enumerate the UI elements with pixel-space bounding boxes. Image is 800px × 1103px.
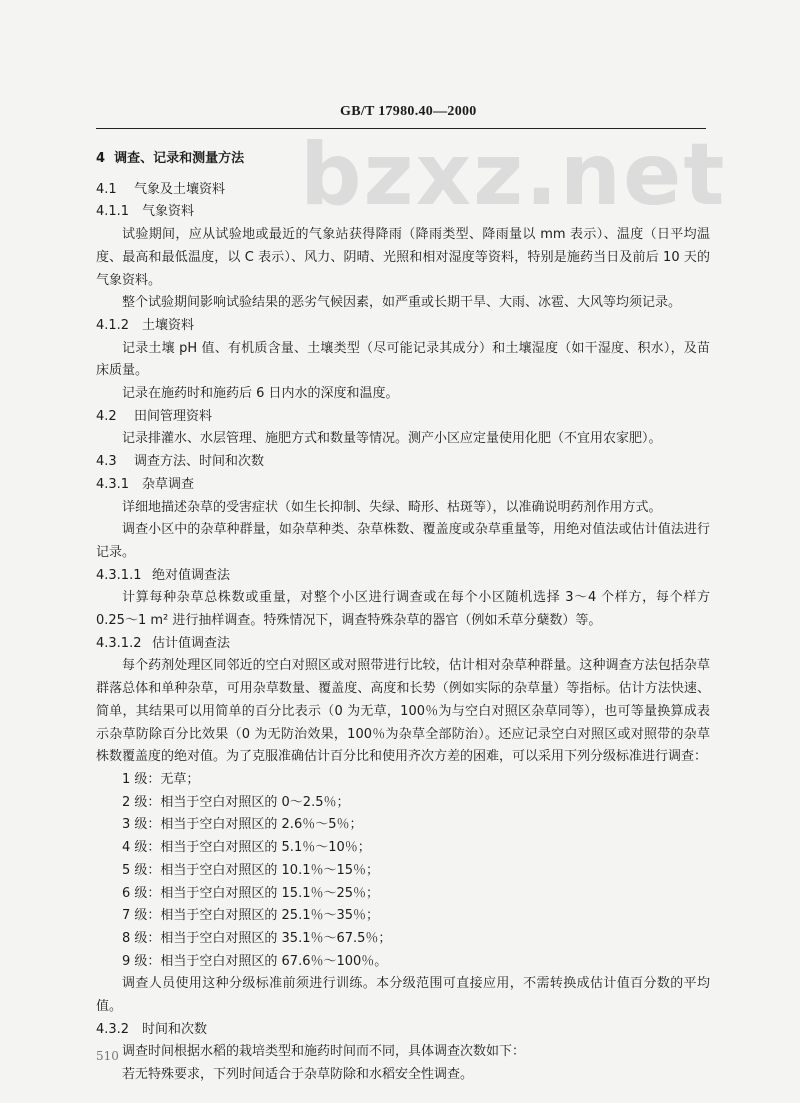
- grade-level-item: 7 级：相当于空白对照区的 25.1％～35％；: [122, 908, 380, 924]
- grade-level-item: 9 级：相当于空白对照区的 67.6％～100％。: [122, 953, 388, 969]
- section-title: 估计值调查法: [152, 635, 231, 651]
- paragraph: 记录排灌水、水层管理、施肥方式和数量等情况。测产小区应定量使用化肥（不宜用农家肥）。: [122, 431, 662, 447]
- section-number: 4.3.1: [96, 476, 130, 492]
- watermark: bzxz.net: [300, 125, 727, 225]
- section-4-2-heading: [96, 406, 710, 429]
- grade-level-item: 3 级：相当于空白对照区的 2.6％～5％；: [122, 817, 363, 833]
- section-number: 4.3.1.1: [96, 567, 142, 583]
- section-4-3-1-2-heading: [96, 633, 710, 656]
- grade-level-item: 8 级：相当于空白对照区的 35.1％～67.5％；: [122, 930, 392, 946]
- section-number: 4.2: [96, 408, 117, 424]
- paragraph: 调查小区中的杂草种群量，如杂草种类、杂草株数、覆盖度或杂草重量等，用绝对值法或估计值法进行记录。: [96, 522, 710, 560]
- section-4-heading: [96, 148, 710, 171]
- grade-level-item: 2 级：相当于空白对照区的 0～2.5％；: [122, 794, 350, 810]
- grade-level-item: 5 级：相当于空白对照区的 10.1％～15％；: [122, 862, 380, 878]
- section-title: 田间管理资料: [134, 408, 213, 424]
- paragraph: 记录在施药时和施药后 6 日内水的深度和温度。: [122, 386, 399, 402]
- section-number: 4: [96, 151, 106, 166]
- section-4-3-1-heading: [96, 474, 710, 497]
- grade-level-item: 6 级：相当于空白对照区的 15.1％～25％；: [122, 885, 380, 901]
- section-4-3-heading: [96, 451, 710, 474]
- section-number: 4.3.1.2: [96, 635, 142, 651]
- section-title: 绝对值调查法: [152, 567, 231, 583]
- section-number: 4.3: [96, 454, 117, 470]
- section-title: 气象资料: [142, 204, 195, 220]
- paragraph: 计算每种杂草总株数或重量，对整个小区进行调查或在每个小区随机选择 3～4 个样方，每个样方 0.25～1 m² 进行抽样调查。特殊情况下，调查特殊杂草的器官（例如禾草分蘖数）等。: [96, 590, 710, 629]
- paragraph: 调查人员使用这种分级标准前须进行训练。本分级范围可直接应用，不需转换成估计值百分数的平均值。: [96, 976, 710, 1015]
- section-number: 4.1.1: [96, 204, 130, 220]
- section-4-1-heading: [96, 179, 710, 202]
- section-number: 4.1.2: [96, 317, 130, 333]
- section-number: 4.3.2: [96, 1021, 130, 1037]
- page-number: 510: [96, 1049, 119, 1063]
- grading-list: [96, 769, 710, 973]
- grade-level-item: 1 级：无草；: [122, 771, 200, 787]
- section-title: 气象及土壤资料: [134, 181, 226, 197]
- paragraph: 整个试验期间影响试验结果的恶劣气候因素，如严重或长期干旱、大雨、冰雹、大风等均须记录。: [122, 295, 682, 311]
- paragraph: 记录土壤 pH 值、有机质含量、土壤类型（尽可能记录其成分）和土壤湿度（如干湿度、积水），及苗床质量。: [96, 340, 710, 379]
- paragraph: 详细地描述杂草的受害症状（如生长抑制、失绿、畸形、枯斑等），以准确说明药剂作用方式。: [122, 499, 662, 515]
- section-title: 调查方法、时间和次数: [134, 454, 265, 470]
- section-number: 4.1: [96, 181, 117, 197]
- section-title: 时间和次数: [142, 1021, 208, 1037]
- paragraph: 调查时间根据水稻的栽培类型和施药时间而不同，具体调查次数如下：: [122, 1044, 526, 1060]
- section-4-3-1-1-heading: [96, 565, 710, 588]
- standard-number-header: GB/T 17980.40—2000: [340, 104, 477, 119]
- section-title: 杂草调查: [142, 476, 195, 492]
- document-body: [96, 148, 710, 1087]
- section-title: 土壤资料: [142, 317, 195, 333]
- section-title: 调查、记录和测量方法: [114, 151, 245, 166]
- section-4-1-2-heading: [96, 315, 710, 338]
- section-4-3-2-heading: [96, 1019, 710, 1042]
- paragraph: 每个药剂处理区同邻近的空白对照区或对照带进行比较，估计相对杂草种群量。这种调查方法包括杂草群落总体和单种杂草，可用杂草数量、覆盖度、高度和长势（例如实际的杂草量）等指标。估计方法快速、简单，其结果可以用简单的百分比表示（0 为无草，100％为与空白对照区杂草同等），也可等量换算成表示杂草防除百分比效果（0 为无防治效果，100％为杂草全部防治）。还应记录空白对照区或对照带的杂草株数覆盖度的绝对值。为了克服准确估计百分比和使用齐次方差的困难，可以采用下列分级标准进行调查：: [96, 658, 710, 765]
- paragraph: 若无特殊要求，下列时间适合于杂草防除和水稻安全性调查。: [122, 1067, 474, 1083]
- section-4-1-1-heading: [96, 201, 710, 224]
- grade-level-item: 4 级：相当于空白对照区的 5.1％～10％；: [122, 840, 371, 856]
- paragraph: 试验期间，应从试验地或最近的气象站获得降雨（降雨类型、降雨量以 mm 表示）、温度（日平均温度、最高和最低温度，以 C 表示）、风力、阴晴、光照和相对湿度等资料，特别是施药当日及前后 10 天的气象资料。: [96, 227, 710, 288]
